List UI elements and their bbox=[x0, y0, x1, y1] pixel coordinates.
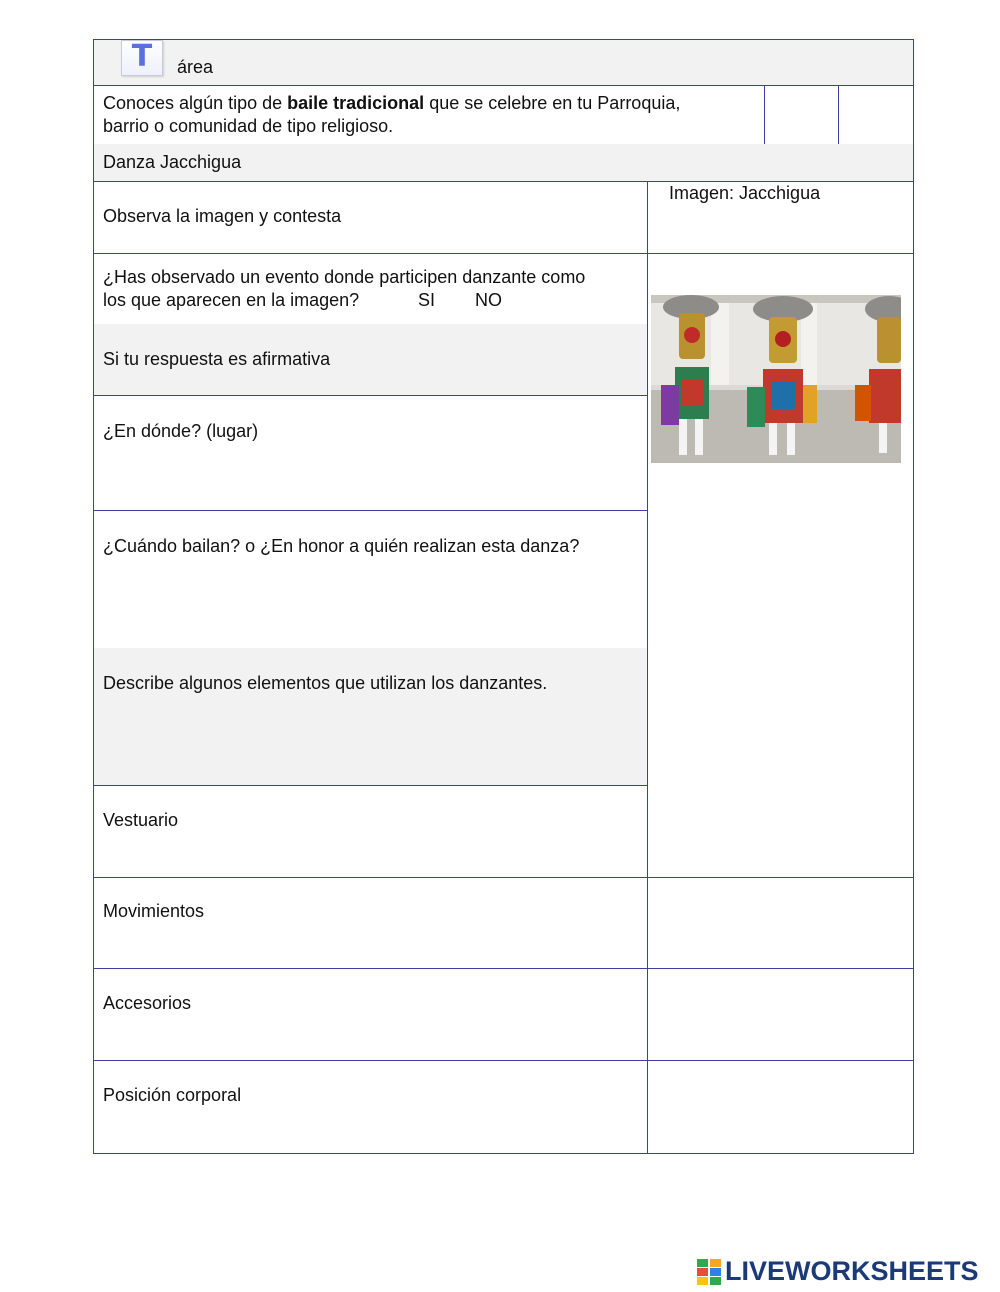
movimientos-answer-box[interactable] bbox=[648, 878, 913, 968]
header-row-bg bbox=[94, 40, 913, 85]
dance-name: Danza Jacchigua bbox=[103, 152, 242, 172]
element-movimientos: Movimientos bbox=[103, 901, 205, 921]
intro-question-prefix: Conoces algún tipo de bbox=[103, 93, 288, 113]
intro-question-line1 bbox=[103, 92, 680, 115]
table-border-top bbox=[93, 39, 914, 40]
answer-box-2[interactable] bbox=[839, 86, 913, 144]
logo-text: LIVEWORKSHEETS bbox=[725, 1256, 979, 1286]
observe-prompt: Observa la imagen y contesta bbox=[103, 206, 342, 226]
yes-option[interactable]: SI bbox=[418, 290, 436, 310]
header-label: área bbox=[177, 57, 214, 77]
table-border-bottom bbox=[93, 1153, 914, 1154]
seen-question-line1: ¿Has observado un evento donde participen danzante como bbox=[103, 267, 586, 287]
if-yes-text: Si tu respuesta es afirmativa bbox=[103, 349, 331, 369]
describe-question: Describe algunos elementos que utilizan los danzantes. bbox=[103, 673, 548, 693]
where-answer-area[interactable] bbox=[94, 446, 647, 510]
table-divider bbox=[93, 395, 647, 396]
posicion-answer-box[interactable] bbox=[648, 1061, 913, 1153]
intro-question-suffix: que se celebre en tu Parroquia, bbox=[424, 93, 681, 113]
liveworksheets-logo bbox=[697, 1258, 997, 1286]
image-caption: Imagen: Jacchigua bbox=[669, 183, 821, 203]
where-question: ¿En dónde? (lugar) bbox=[103, 421, 259, 441]
intro-question-bold: baile tradicional bbox=[287, 93, 425, 113]
describe-row-bg bbox=[94, 648, 647, 785]
text-tool-icon: T bbox=[121, 40, 163, 76]
element-accesorios: Accesorios bbox=[103, 993, 192, 1013]
table-border-right bbox=[913, 39, 914, 1154]
table-divider bbox=[93, 510, 647, 511]
answer-box-1[interactable] bbox=[765, 86, 838, 144]
accesorios-answer-box[interactable] bbox=[648, 969, 913, 1060]
when-answer-area[interactable] bbox=[94, 562, 647, 647]
no-option[interactable]: NO bbox=[475, 290, 502, 310]
logo-blocks-icon bbox=[697, 1259, 721, 1285]
when-question: ¿Cuándo bailan? o ¿En honor a quién realizan esta danza? bbox=[103, 536, 580, 556]
dancers-photo bbox=[651, 295, 901, 463]
seen-question-line2: los que aparecen en la imagen? bbox=[103, 290, 360, 310]
table-divider bbox=[93, 785, 647, 786]
table-divider bbox=[93, 253, 914, 254]
intro-question-line2: barrio o comunidad de tipo religioso. bbox=[103, 116, 394, 136]
element-posicion-corporal: Posición corporal bbox=[103, 1085, 242, 1105]
element-vestuario: Vestuario bbox=[103, 810, 179, 830]
